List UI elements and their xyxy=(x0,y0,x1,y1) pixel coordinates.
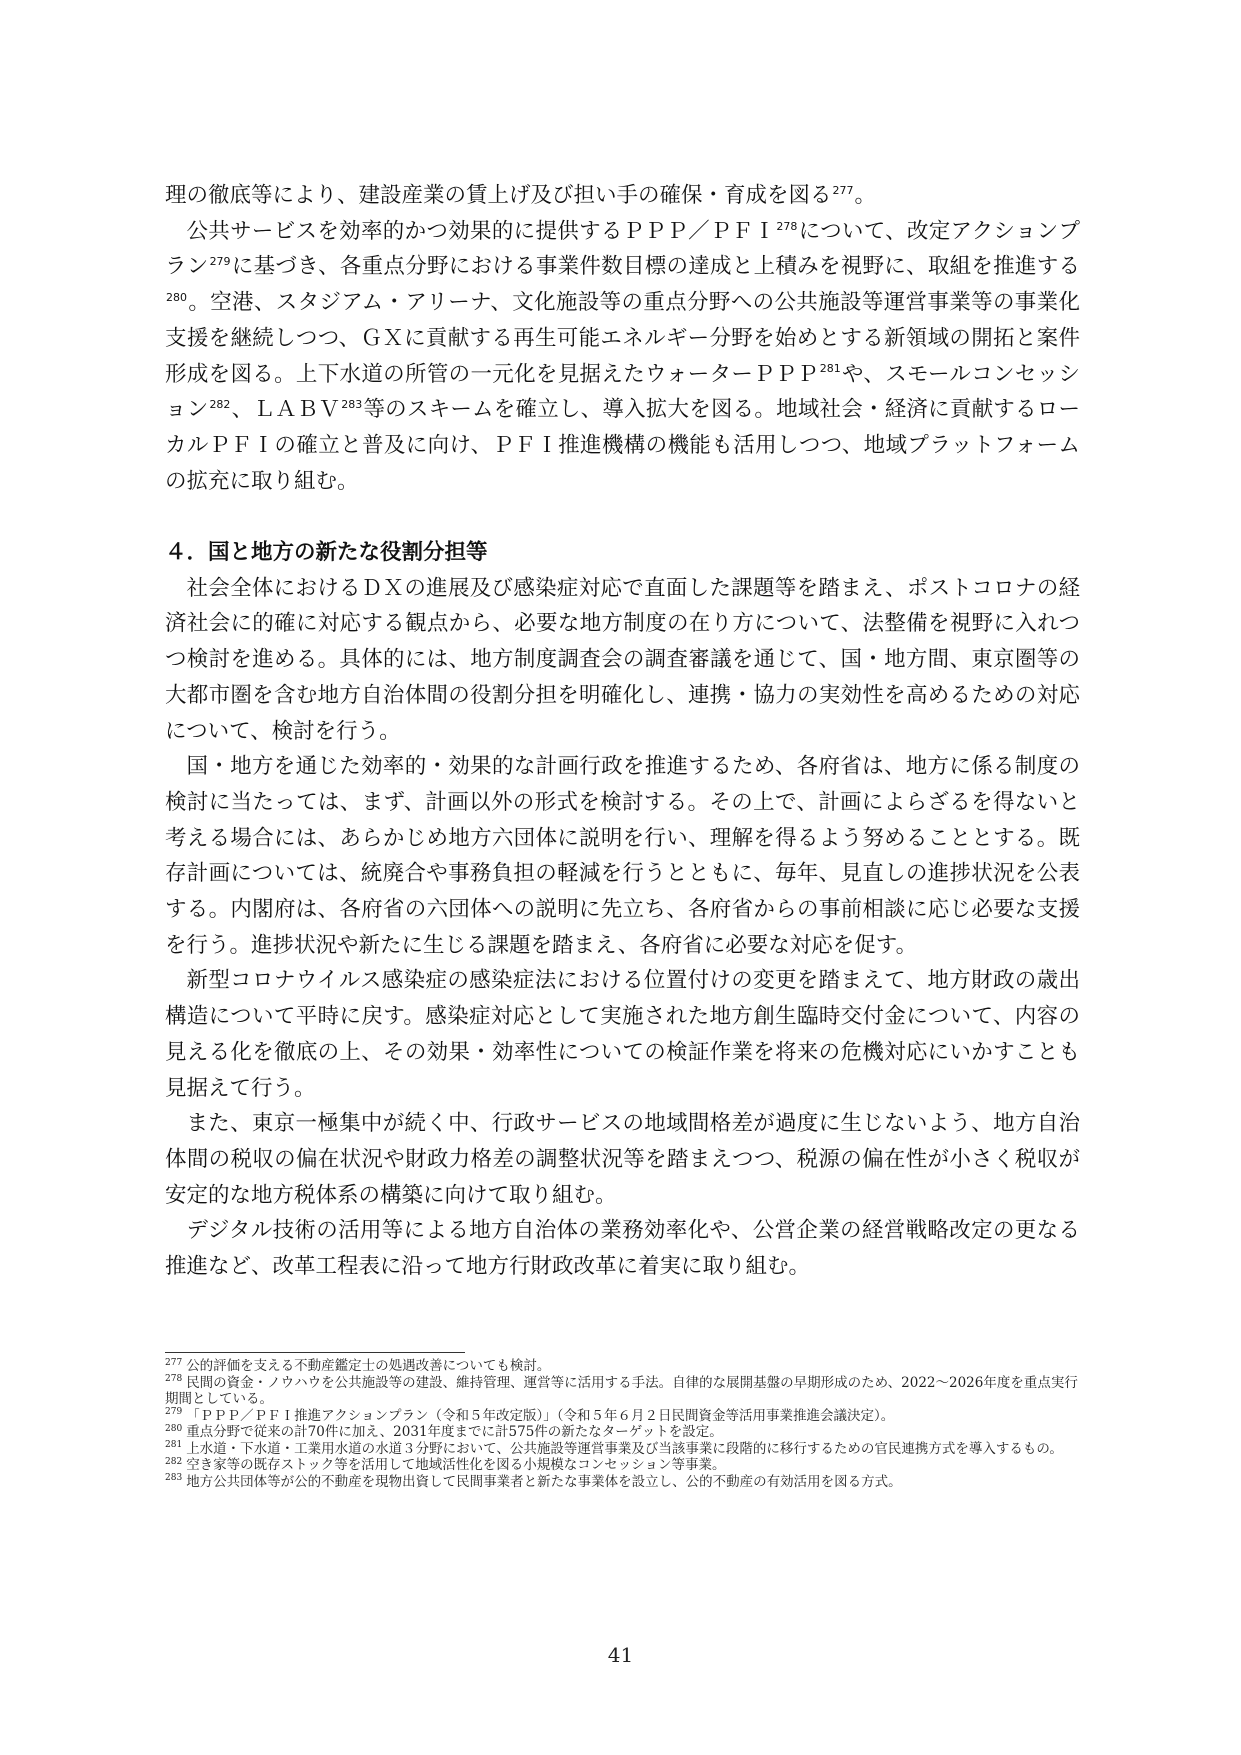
paragraph-7: デジタル技術の活用等による地方自治体の業務効率化や、公営企業の経営戦略改定の更なる推進など、改革工程表に沿って地方行財政改革に着実に取り組む。 xyxy=(165,1218,1080,1280)
paragraph-4: 国・地方を通じた効率的・効果的な計画行政を推進するため、各府省は、地方に係る制度の検討に当たっては、まず、計画以外の形式を検討する。その上で、計画によらざるを得ないと考える場合には、あらかじめ地方六団体に説明を行い、理解を得るよう努めることとする。既存計画については、統廃合や事務負担の軽減を行うとともに、毎年、見直しの進捗状況を公表する。内閣府は、各府省の六団体への説明に先立ち、各府省からの事前相談に応じ必要な支援を行う。進捗状況や新たに生じる課題を踏まえ、各府省に必要な対応を促す。 xyxy=(165,754,1080,958)
footnote-280: $^{280}$ 重点分野で従来の計70件に加え、2031年度までに計575件の新たなターゲットを設定。 xyxy=(165,1423,723,1440)
paragraph-5: 新型コロナウイルス感染症の感染症法における位置付けの変更を踏まえて、地方財政の歳出構造について平時に戻す。感染症対応として実施された地方創生臨時交付金について、内容の見える化を徹底の上、その効果・効率性についての検証作業を将来の危機対応にいかすことも見据えて行う。 xyxy=(165,968,1080,1101)
footnote-ref-282[interactable]: 282 xyxy=(209,398,231,412)
section-heading: ４．国と地方の新たな役割分担等 xyxy=(165,540,488,566)
body-text xyxy=(165,178,1080,1285)
footnote-ref-280[interactable]: 280 xyxy=(166,290,187,304)
footnote-279: $^{279}$ 「ＰＰＰ／ＰＦＩ推進アクションプラン（令和５年改定版）」（令和５年６月２日民間資金等活用事業推進会議決定）。 xyxy=(165,1407,895,1424)
footnote-ref-277[interactable]: 277 xyxy=(832,183,854,197)
paragraph-6: また、東京一極集中が続く中、行政サービスの地域間格差が過度に生じないよう、地方自治体間の税収の偏在状況や財政力格差の調整状況等を踏まえつつ、税源の偏在性が小さく税収が安定的な地方税体系の構築に向けて取り組む。 xyxy=(165,1111,1080,1208)
paragraph-ppp-pfi: 公共サービスを効率的かつ効果的に提供するＰＰＰ／ＰＦＩ$^{278}$について、改定アクションプラン$^{279}$に基づき、各重点分野における事業件数目標の達成と上積みを視野に、取組を推進する$^{280}$。空港、スタジアム・アリーナ、文化施設等の重点分野への公共施設等運営事業等の事業化支援を継続しつつ、ＧＸに貢献する再生可能エネルギー分野を始めとする新領域の開拓と案件形成を図る。上下水道の所管の一元化を見据えたウォーターＰＰＰ$^{281}$や、スモールコンセッション$^{282}$、ＬＡＢＶ$^{283}$等のスキームを確立し、導入拡大を図る。地域社会・経済に貢献するローカルＰＦＩの確立と普及に向け、ＰＦＩ推進機構の機能も活用しつつ、地域プラットフォームの拡充に取り組む。 xyxy=(165,218,1080,494)
footnote-277: $^{277}$ 公的評価を支える不動産鑑定士の処遇改善についても検討。 xyxy=(165,1357,551,1374)
footnote-282: $^{282}$ 空き家等の既存ストック等を活用して地域活性化を図る小規模なコンセッション等事業。 xyxy=(165,1456,726,1473)
footnote-ref-278[interactable]: 278 xyxy=(776,219,798,233)
footnotes xyxy=(165,1358,1080,1490)
footnote-ref-279[interactable]: 279 xyxy=(209,255,231,269)
footnote-283: $^{283}$ 地方公共団体等が公的不動産を現物出資して民間事業者と新たな事業体を設立し、公的不動産の有効活用を図る方式。 xyxy=(165,1473,902,1490)
footnote-281: $^{281}$ 上水道・下水道・工業用水道の水道３分野において、公共施設等運営事業及び当該事業に段階的に移行するための官民連携方式を導入するもの。 xyxy=(165,1440,1063,1457)
footnote-ref-283[interactable]: 283 xyxy=(341,398,363,412)
page-number: 41 xyxy=(607,1643,634,1667)
footnote-ref-281[interactable]: 281 xyxy=(819,362,841,376)
paragraph-3: 社会全体におけるＤＸの進展及び感染症対応で直面した課題等を踏まえ、ポストコロナの経済社会に的確に対応する観点から、必要な地方制度の在り方について、法整備を視野に入れつつ検討を進める。具体的には、地方制度調査会の調査審議を通じて、国・地方間、東京圏等の大都市圏を含む地方自治体間の役割分担を明確化し、連携・協力の実効性を高めるための対応について、検討を行う。 xyxy=(165,575,1080,744)
paragraph-1: 理の徹底等により、建設産業の賃上げ及び担い手の確保・育成を図る$^{277}$。 xyxy=(165,183,877,208)
footnote-278: $^{278}$ 民間の資金・ノウハウを公共施設等の建設、維持管理、運営等に活用する手法。自律的な展開基盤の早期形成のため、2022～2026年度を重点実行期間としている。 xyxy=(165,1374,1078,1407)
footnote-divider xyxy=(165,1352,465,1353)
